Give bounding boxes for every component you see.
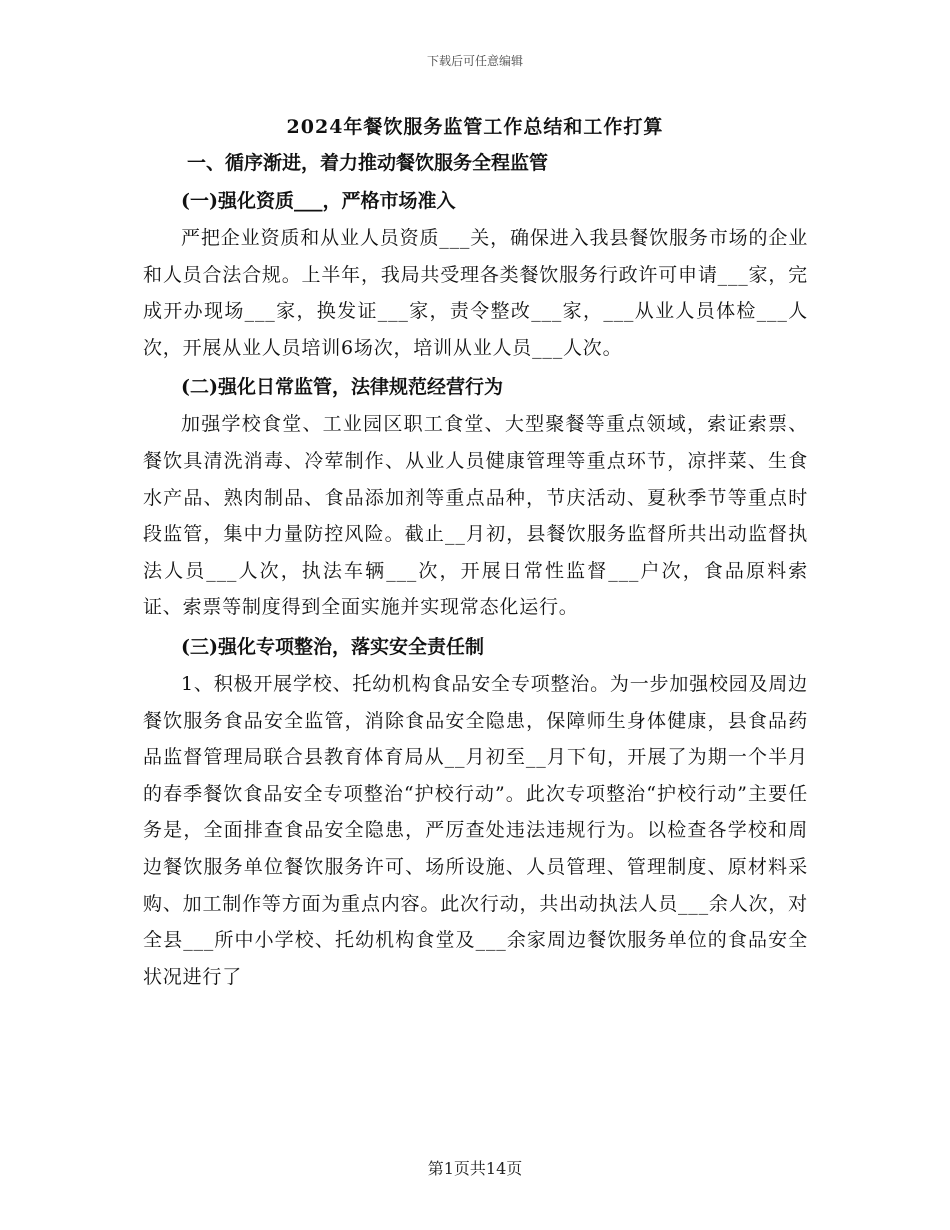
paragraph-daily-supervision: 加强学校食堂、工业园区职工食堂、大型聚餐等重点领域，索证索票、餐饮具清洗消毒、冷荤制作、从业人员健康管理等重点环节，凉拌菜、生食水产品、熟肉制品、食品添加剂等重点品种，节庆活动、夏秋季节等重点时段监管，集中力量防控风险。截止__月初，县餐饮服务监督所共出动监督执法人员___人次，执法车辆___次，开展日常性监督___户次，食品原料索证、索票等制度得到全面实施并实现常态化运行。 [143, 413, 808, 619]
subsection-heading-1: (一)强化资质___，严格市场准入 [181, 190, 456, 212]
paragraph-special-rectification: 1、积极开展学校、托幼机构食品安全专项整治。为一步加强校园及周边餐饮服务食品安全监管，消除食品安全隐患，保障师生身体健康，县食品药品监督管理局联合县教育体育局从__月初至__月下旬，开展了为期一个半月的春季餐饮食品安全专项整治“护校行动”。此次专项整治“护校行动”主要任务是，全面排查食品安全隐患，严厉查处违法违规行为。以检查各学校和周边餐饮服务单位餐饮服务许可、场所设施、人员管理、管理制度、原材料采购、加工制作等方面为重点内容。此次行动，共出动执法人员___余人次，对全县___所中小学校、托幼机构食堂及___余家周边餐饮服务单位的食品安全状况进行了 [143, 672, 808, 988]
document-title: 2024年餐饮服务监管工作总结和工作打算 [286, 116, 664, 138]
document-body [143, 144, 808, 997]
page-number-footer: 第1页共14页 [427, 1159, 523, 1178]
paragraph-qualification: 严把企业资质和从业人员资质___关，确保进入我县餐饮服务市场的企业和人员合法合规。上半年，我局共受理各类餐饮服务行政许可申请___家，完成开办现场___家，换发证___家，责令整改___家，___从业人员体检___人次，开展从业人员培训6场次，培训从业人员___人次。 [143, 227, 808, 359]
page-header-note: 下载后可任意编辑 [426, 54, 523, 68]
section-heading-1: 一、循序渐进，着力推动餐饮服务全程监管 [187, 152, 549, 174]
subsection-heading-2: (二)强化日常监管，法律规范经营行为 [181, 376, 503, 399]
subsection-heading-3: (三)强化专项整治，落实安全责任制 [181, 635, 484, 658]
